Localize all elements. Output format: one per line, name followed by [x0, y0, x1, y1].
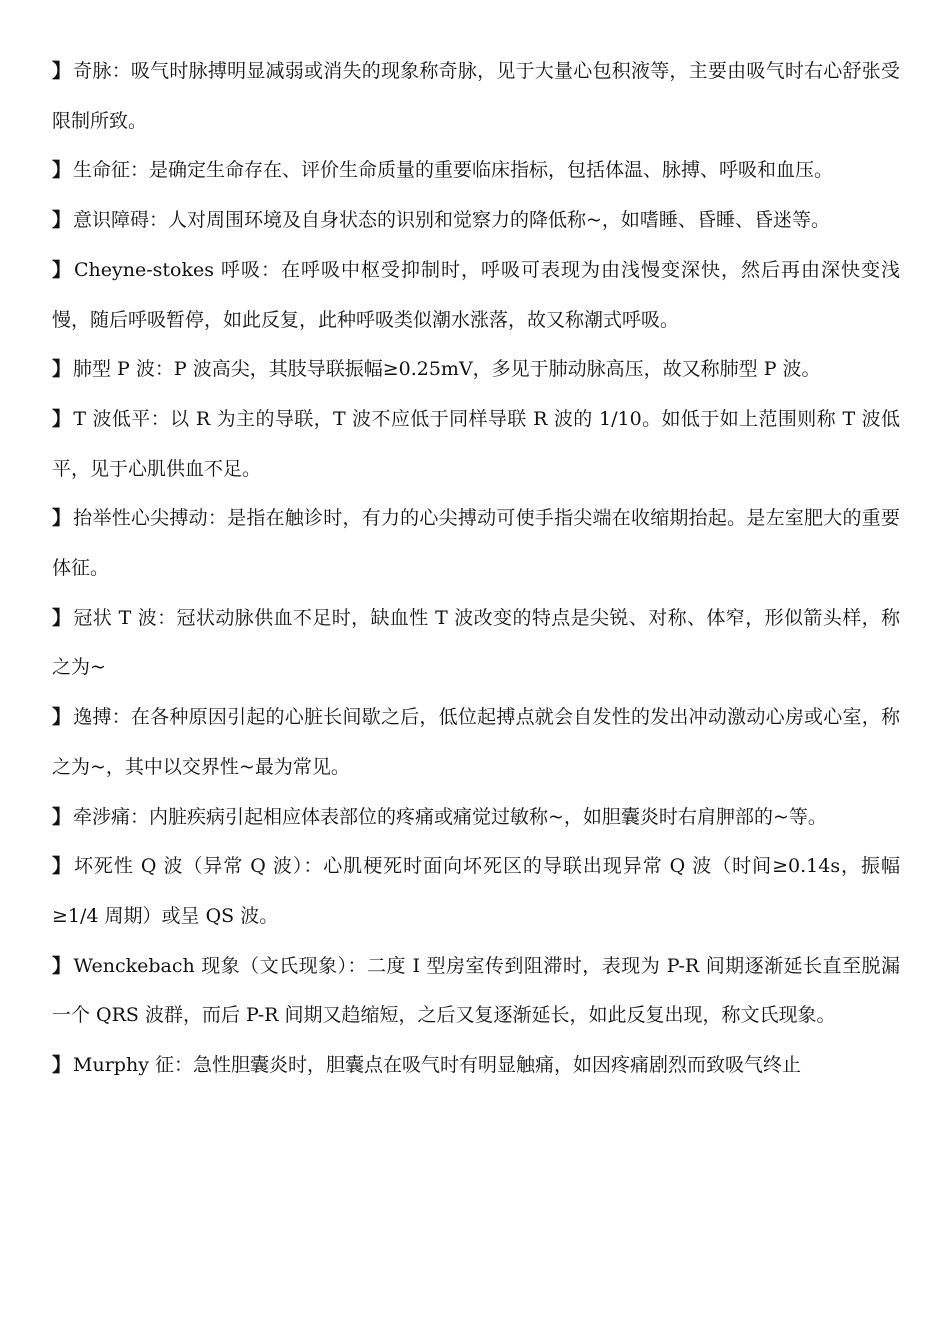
entry-text: 坏死性 Q 波（异常 Q 波）：心肌梗死时面向坏死区的导联出现异常 Q 波（时间≥0.14s，振幅≥1/4 周期）或呈 QS 波。	[52, 855, 900, 927]
document-page	[52, 47, 900, 1091]
bullet-mark: 】	[52, 209, 72, 232]
entry-text: 牵涉痛：内脏疾病引起相应体表部位的疼痛或痛觉过敏称~，如胆囊炎时右肩胛部的~等。	[73, 805, 827, 828]
entry-text: 奇脉：吸气时脉搏明显减弱或消失的现象称奇脉，见于大量心包积液等，主要由吸气时右心舒张受限制所致。	[52, 60, 900, 132]
bullet-mark: 】	[52, 507, 72, 530]
entry-referred-pain	[52, 793, 900, 843]
entry-consciousness-disorder	[52, 196, 900, 246]
entry-cheyne-stokes	[52, 246, 900, 345]
bullet-mark: 】	[52, 358, 72, 381]
bullet-mark: 】	[52, 855, 72, 878]
entry-text: Murphy 征：急性胆囊炎时，胆囊点在吸气时有明显触痛，如因疼痛剧烈而致吸气终止	[73, 1054, 801, 1077]
bullet-mark: 】	[52, 1054, 72, 1077]
entry-text: 意识障碍：人对周围环境及自身状态的识别和觉察力的降低称~，如嗜睡、昏睡、昏迷等。	[73, 209, 830, 232]
entry-text: 抬举性心尖搏动：是指在触诊时，有力的心尖搏动可使手指尖端在收缩期抬起。是左室肥大的重要体征。	[52, 507, 900, 580]
entry-flat-t-wave	[52, 395, 900, 494]
entry-text: Cheyne-stokes 呼吸：在呼吸中枢受抑制时，呼吸可表现为由浅慢变深快，然后再由深快变浅慢，随后呼吸暂停，如此反复，此种呼吸类似潮水涨落，故又称潮式呼吸。	[52, 258, 900, 331]
entry-text: Wenckebach 现象（文氏现象）：二度 I 型房室传到阻滞时，表现为 P-R 间期逐渐延长直至脱漏一个 QRS 波群，而后 P-R 间期又趋缩短，之后又复逐渐延长，如此反复出现，称文氏现象。	[52, 954, 900, 1027]
bullet-mark: 】	[52, 159, 72, 182]
entry-murphy-sign	[52, 1041, 900, 1091]
bullet-mark: 】	[52, 606, 72, 629]
entry-escape-beat	[52, 693, 900, 792]
entry-text: 生命征：是确定生命存在、评价生命质量的重要临床指标，包括体温、脉搏、呼吸和血压。	[73, 159, 834, 182]
entry-wenckebach	[52, 942, 900, 1041]
entry-necrotic-q-wave	[52, 842, 900, 941]
bullet-mark: 】	[52, 706, 72, 729]
bullet-mark: 】	[52, 805, 72, 828]
entry-heaving-apex-beat	[52, 494, 900, 593]
entry-pulsus-paradoxus	[52, 47, 900, 146]
bullet-mark: 】	[52, 60, 72, 82]
entry-coronary-t-wave	[52, 594, 900, 693]
entry-vital-signs	[52, 146, 900, 196]
entry-text: 冠状 T 波：冠状动脉供血不足时，缺血性 T 波改变的特点是尖锐、对称、体窄，形似箭头样，称之为~	[52, 606, 900, 679]
entry-p-pulmonale	[52, 345, 900, 395]
bullet-mark: 】	[52, 258, 72, 281]
bullet-mark: 】	[52, 954, 72, 977]
entry-text: 肺型 P 波：P 波高尖，其肢导联振幅≥0.25mV，多见于肺动脉高压，故又称肺型 P 波。	[73, 358, 821, 381]
bullet-mark: 】	[52, 407, 72, 430]
entry-text: T 波低平：以 R 为主的导联，T 波不应低于同样导联 R 波的 1/10。如低于如上范围则称 T 波低平，见于心肌供血不足。	[52, 407, 900, 480]
entry-text: 逸搏：在各种原因引起的心脏长间歇之后，低位起搏点就会自发性的发出冲动激动心房或心室，称之为~，其中以交界性~最为常见。	[52, 706, 900, 778]
